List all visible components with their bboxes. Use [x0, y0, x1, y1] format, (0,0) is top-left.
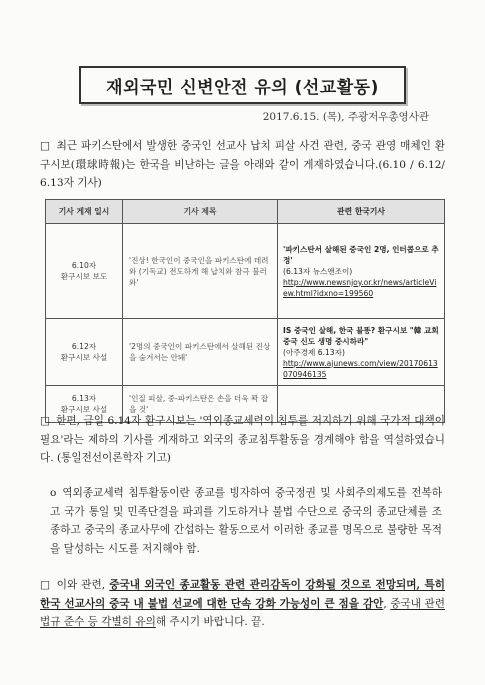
row-date: 6.12자 환구시보 사설	[46, 319, 123, 386]
advisory-emphasis-outlook: 중국내 외국인 종교활동 관련 관리감독이 강화될 것으로 전망되며, 특히 한국 선교사의 중국 내 불법 선교에 대한 단속 강화 가능성이 큰 점을 감안	[40, 579, 445, 610]
advisory-mid: ,	[383, 597, 391, 610]
row-date: 6.13자 환구시보 사설	[46, 386, 123, 423]
row-title: '인질 피살, 중-파키스탄은 손을 더욱 꽉 잡을 것'	[123, 386, 278, 423]
korean-headline: '파키스탄서 살해된 중국인 2명, 인터콥으로 추정'	[283, 244, 439, 265]
table-row	[46, 319, 445, 386]
table-row	[46, 224, 445, 319]
paragraph-advisory	[40, 576, 445, 632]
korean-headline: IS 중국인 살해, 한국 불똥? 환구시보 "韓 교회 중국 신도 생명 중시하라"	[283, 325, 439, 346]
table-header-row	[46, 200, 445, 224]
advisory-emphasis-caution: 중국내 관련 법규 준수 등 각별히 유의	[40, 597, 445, 628]
square-bullet-icon: □	[40, 579, 51, 591]
paragraph-definition-text: 역외종교세력 침투활동이란 종교를 빙자하여 중국정권 및 사회주의제도를 전복하고 국가 통일 및 민족단결을 파괴를 기도하거나 불법 수단으로 중국의 종교단체를 조종하고 중국의 종교사무에 간섭하는 활동으로서 이러한 종교를 명목으로 불량한 목적을 달성하는 시도를 저지해야 함.	[50, 487, 442, 555]
square-bullet-icon: □	[40, 140, 51, 152]
paragraph-intro	[40, 137, 445, 193]
paragraph-definition	[50, 484, 442, 558]
paragraph-global-times	[40, 412, 445, 468]
row-korean-article	[278, 224, 445, 319]
square-bullet-icon: □	[40, 415, 51, 427]
header-title: 기사 제목	[123, 200, 278, 224]
document-title: 재외국민 신변안전 유의 (선교활동)	[79, 66, 406, 104]
advisory-lead: 이와 관련,	[56, 579, 110, 591]
row-date: 6.10자 환구시보 보도	[46, 224, 123, 319]
row-title: '2명의 중국인이 파키스탄에서 살해된 진상을 숨겨서는 안돼'	[123, 319, 278, 386]
korean-source: (6.13자 뉴스앤조이)	[283, 266, 353, 276]
korean-article-link[interactable]: http://www.ajunews.com/view/20170613070946135	[283, 358, 438, 379]
circle-bullet-icon: o	[50, 487, 57, 499]
korean-source: (아주경제 6.13자)	[283, 347, 345, 357]
korean-article-link[interactable]: http://www.newsnjoy.or.kr/news/articleView.html?idxno=199560	[283, 277, 437, 298]
advisory-tail: 해 주시기 바랍니다. 끝.	[155, 616, 265, 628]
header-date: 기사 게재 일시	[46, 200, 123, 224]
row-korean-article	[278, 319, 445, 386]
row-title: '진상! 한국인이 중국인을 파키스탄에 데려와 (기독교) 전도하게 해 납치와 참극 불러와'	[123, 224, 278, 319]
article-table	[45, 199, 445, 423]
issue-date: 2017.6.15. (목), 주광저우총영사관	[262, 111, 429, 123]
header-korean-article: 관련 한국기사	[278, 200, 445, 224]
paragraph-intro-text: 최근 파키스탄에서 발생한 중국인 선교사 납치 피살 사건 관련, 중국 관영 매체인 환구시보(環球時報)는 한국을 비난하는 글을 아래와 같이 게재하였습니다.(6.10 / 6.12/ 6.13자 기사)	[40, 140, 445, 189]
paragraph-global-times-text: 한편, 금일 6.14자 환구시보는 '역외종교세력의 침투를 저지하기 위해 국가적 대책이 필요'라는 제하의 기사를 게재하고 외국의 종교침투활동을 경계해야 함을 역설하였습니다. (통일전선이론학자 기고)	[40, 415, 445, 464]
